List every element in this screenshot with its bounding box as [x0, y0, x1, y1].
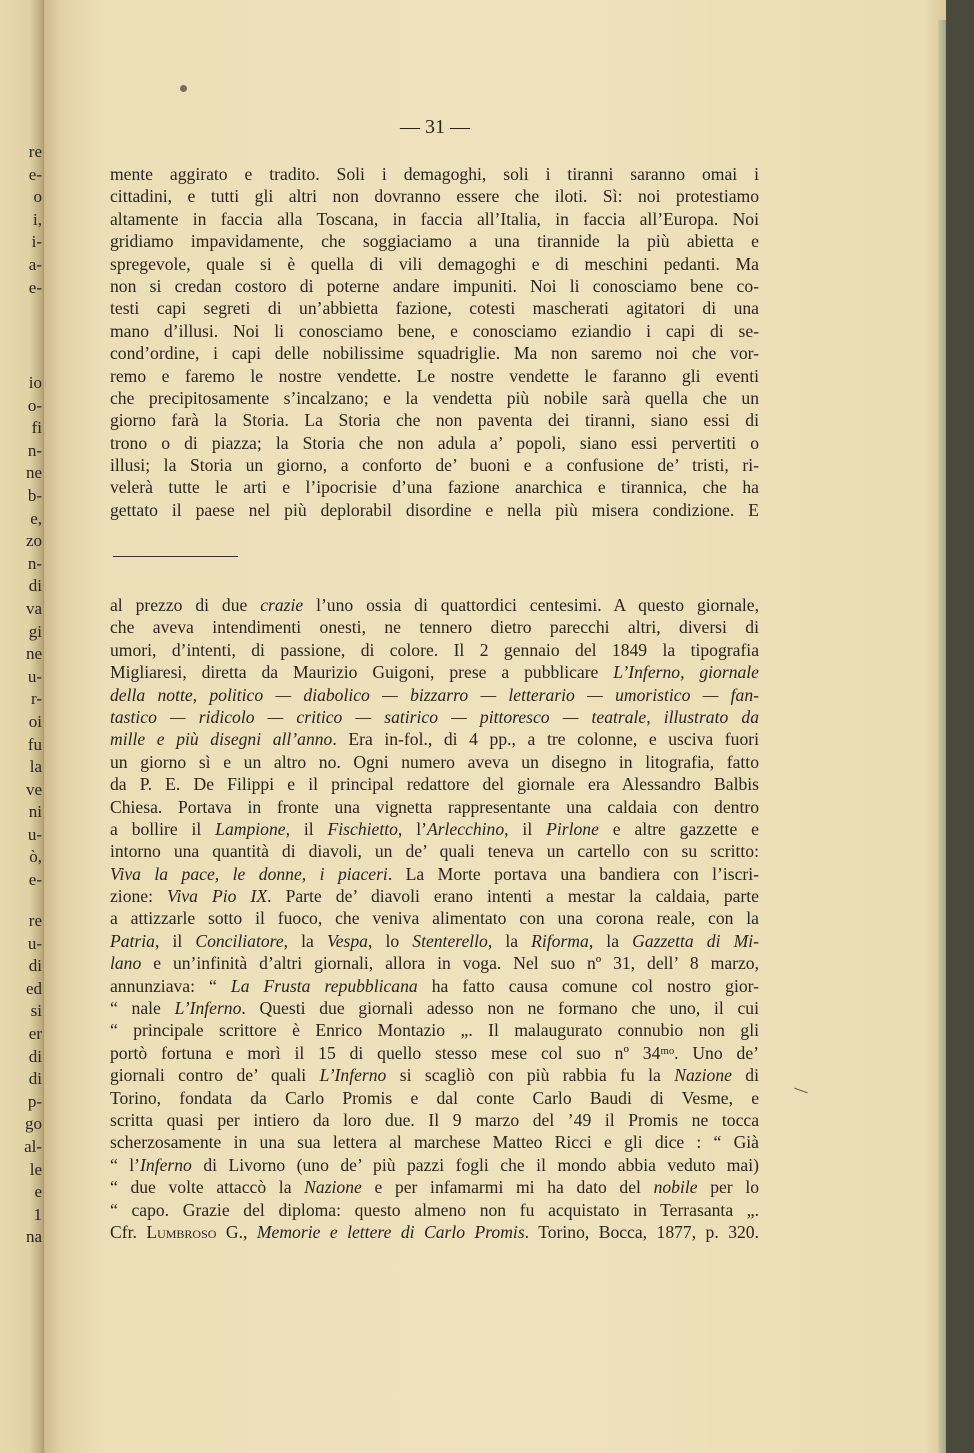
text-line — [110, 616, 759, 638]
text-segment: zione: — [110, 886, 168, 907]
text-segment: che aveva intendimenti onesti, ne tennero dietro parecchi altri, diversi di — [110, 617, 759, 638]
text-line — [110, 1109, 759, 1131]
text-line — [110, 1064, 759, 1086]
text-segment: , il — [285, 818, 328, 839]
text-line — [110, 297, 759, 319]
text-segment: “ nale — [110, 998, 175, 1019]
facing-page-line-fragment: 1 — [33, 1204, 42, 1224]
text-segment: ha fatto causa comune col nostro gior- — [417, 975, 760, 996]
facing-page-line-fragment: u- — [27, 824, 42, 844]
facing-page-line-fragment: ne — [25, 463, 42, 483]
text-line — [110, 1154, 759, 1176]
text-line — [110, 907, 759, 929]
italic-text-segment: crazie — [260, 595, 304, 615]
facing-page-fragments-a — [0, 141, 44, 299]
text-segment: giornali contro de’ quali — [110, 1065, 320, 1086]
text-line — [110, 840, 759, 862]
facing-page-line-fragment: n- — [27, 553, 42, 573]
page-edge — [938, 20, 946, 1453]
facing-page-line-fragment: b- — [27, 485, 42, 505]
facing-page-line-fragment: u- — [27, 666, 42, 686]
text-segment: da P. E. De Filippi e il principal redattore del giornale era Alessandro Balbis — [110, 774, 759, 795]
text-segment: portò fortuna e morì il 15 di quello stesso mese col suo nº 34ᵐᵒ. Uno de’ — [110, 1042, 759, 1063]
facing-page-line-fragment: re — [28, 911, 42, 930]
text-line — [110, 751, 759, 773]
text-segment: e altre gazzette e — [598, 818, 759, 839]
text-line — [110, 997, 759, 1019]
text-line — [110, 253, 759, 275]
facing-page-line-fragment: di — [28, 956, 42, 976]
facing-page-line-fragment: o — [33, 187, 42, 207]
italic-text-segment: Memorie e lettere di Carlo Promis — [256, 1221, 525, 1242]
italic-text-segment: Fischietto — [327, 818, 398, 839]
scan-background — [946, 0, 974, 1453]
text-segment: , l’ — [397, 818, 427, 839]
text-line — [110, 1019, 759, 1041]
text-line — [110, 661, 759, 683]
facing-page-line-fragment: fi — [31, 418, 42, 438]
text-line — [110, 594, 759, 616]
text-segment: a attizzarle sotto il fuoco, che veniva alimentato con una corona reale, con la — [110, 908, 759, 929]
italic-text-segment: Viva Pio IX — [167, 886, 268, 907]
footnote-separator-rule — [113, 556, 238, 557]
facing-page-line-fragment: u- — [27, 933, 42, 953]
text-line — [110, 975, 759, 997]
text-segment: gettato il paese nel più deplorabil disordine e nella più misera condizione. E — [110, 499, 759, 520]
text-segment: spregevole, quale si è quella di vili demagoghi e di meschini pedanti. Ma — [110, 253, 759, 274]
text-line — [110, 639, 759, 661]
italic-text-segment: Gazzetta di Mi- — [632, 930, 759, 951]
italic-text-segment: Stenterello — [412, 930, 488, 951]
italic-text-segment: L’Inferno, giornale — [613, 662, 759, 683]
italic-text-segment: Pirlone — [546, 818, 599, 839]
main-text-paragraph — [110, 163, 759, 521]
text-segment: mente aggirato e tradito. Soli i demagoghi, soli i tiranni saranno omai i — [110, 164, 759, 184]
text-segment: non si credan costoro di poterne andare impuniti. Noi li conosciamo bene co- — [110, 275, 759, 296]
text-segment: , la — [487, 930, 532, 951]
facing-page-line-fragment: le — [29, 1159, 42, 1179]
text-segment: umori, d’intenti, di passione, di colore. Il 2 gennaio del 1849 la tipografia — [110, 639, 759, 660]
italic-text-segment: Nazione — [674, 1065, 732, 1086]
facing-page-fragments-b — [0, 372, 44, 892]
text-segment: si scagliò con più rabbia fu la — [386, 1065, 675, 1086]
text-segment: illusi; la Storia un giorno, a conforto de’ buoni e a confusione de’ tristi, ri- — [110, 455, 759, 476]
text-line — [110, 728, 759, 750]
italic-text-segment: della notte, politico — diabolico — bizzarro — letterario — umoristico — fan- — [110, 684, 759, 705]
facing-page-line-fragment: di — [28, 1046, 42, 1066]
text-segment: . Parte de’ diavoli erano intenti a mestar la caldaia, parte — [267, 886, 759, 907]
facing-page-line-fragment: al- — [24, 1136, 42, 1156]
italic-text-segment: Conciliatore — [195, 930, 284, 951]
text-segment: annunziava: “ — [110, 975, 231, 996]
text-segment: , il — [154, 930, 196, 951]
facing-page-fragments-c — [0, 910, 44, 1249]
facing-page-line-fragment: zo — [25, 531, 42, 551]
text-line — [110, 1131, 759, 1153]
text-segment: remo e faremo le nostre vendette. Le nostre vendette le faranno gli eventi — [110, 365, 759, 386]
italic-text-segment: La Frusta repubblicana — [230, 975, 418, 996]
facing-page-line-fragment: e- — [28, 164, 42, 184]
text-segment: “ principale scrittore è Enrico Montazio „. Il malaugurato connubio non gli — [110, 1020, 759, 1041]
facing-page-line-fragment: e, — [30, 508, 42, 528]
text-line — [110, 230, 759, 252]
italic-text-segment: L’Inferno — [319, 1065, 387, 1086]
facing-page-line-fragment: ne — [25, 644, 42, 664]
text-segment: intorno una quantità di diavoli, un de’ quali teneva un cartello con su scritto: — [110, 841, 759, 862]
text-line — [110, 342, 759, 364]
text-segment: , la — [588, 930, 633, 951]
text-line — [110, 1176, 759, 1198]
text-segment: “ due volte attaccò la — [110, 1177, 305, 1198]
text-segment: , il — [504, 818, 547, 839]
text-line — [110, 365, 759, 387]
facing-page-line-fragment: r- — [31, 689, 42, 709]
text-segment: Lumbroso — [146, 1221, 217, 1242]
facing-page-line-fragment: p- — [27, 1091, 42, 1111]
text-segment: di — [731, 1065, 759, 1086]
text-segment: a bollire il — [110, 818, 216, 839]
text-line — [110, 773, 759, 795]
facing-page-line-fragment: re — [28, 142, 42, 161]
ink-spot — [180, 85, 187, 92]
text-segment: giorno farà la Storia. La Storia che non paventa dei tiranni, siano essi di — [110, 410, 759, 431]
text-segment: “ capo. Grazie del diploma: questo almeno non fu acquistato in Terrasanta „. — [110, 1199, 759, 1220]
facing-page-line-fragment: er — [28, 1023, 42, 1043]
italic-text-segment: nobile — [653, 1177, 698, 1198]
text-line — [110, 208, 759, 230]
text-segment: . Torino, Bocca, 1877, p. 320. — [524, 1221, 759, 1242]
italic-text-segment: lano — [110, 953, 142, 974]
text-segment: . Questi due giornali adesso non ne formano che uno, il cui — [241, 998, 759, 1019]
text-line — [110, 1042, 759, 1064]
facing-page-line-fragment: gi — [28, 621, 42, 641]
italic-text-segment: mille e più disegni all’anno — [110, 729, 333, 750]
text-segment: e per infamarmi mi ha dato del — [361, 1177, 654, 1198]
text-segment: scritta quasi per intiero da loro due. Il 9 marzo del ’49 il Promis ne tocca — [110, 1109, 759, 1130]
text-segment: . Era in-fol., di 4 pp., a tre colonne, e usciva fuori — [332, 729, 759, 750]
facing-page-line-fragment: o- — [27, 395, 42, 415]
text-line — [110, 432, 759, 454]
text-segment: . La Morte portava una bandiera con l’iscri- — [387, 863, 760, 884]
facing-page-line-fragment: e- — [28, 277, 42, 297]
text-line — [110, 796, 759, 818]
text-segment: altamente in faccia alla Toscana, in faccia all’Italia, in faccia all’Europa. Noi — [110, 208, 759, 229]
text-line — [110, 952, 759, 974]
facing-page-line-fragment: ni — [28, 802, 42, 822]
text-line — [110, 863, 759, 885]
facing-page-line-fragment: va — [25, 598, 42, 618]
facing-page-line-fragment: ve — [25, 779, 42, 799]
text-segment: G., — [216, 1221, 257, 1242]
text-line — [110, 1221, 759, 1243]
text-segment: un giorno sì e un altro no. Ogni numero aveva un disegno in litografia, fatto — [110, 751, 759, 772]
facing-page-edge — [0, 0, 48, 1453]
text-line — [110, 185, 759, 207]
text-line — [110, 163, 759, 185]
text-segment: velerà tutte le arti e l’ipocrisie d’una fazione anarchica e tirannica, che ha — [110, 477, 759, 498]
text-line — [110, 1199, 759, 1221]
text-segment: “ l’ — [110, 1154, 141, 1175]
text-segment: scherzosamente in una sua lettera al marchese Matteo Ricci e gli dice : “ Già — [110, 1132, 759, 1153]
facing-page-line-fragment: e — [34, 1182, 42, 1202]
italic-text-segment: Lampione — [215, 818, 286, 839]
facing-page-line-fragment: i, — [33, 209, 42, 229]
text-line — [110, 684, 759, 706]
text-segment: Chiesa. Portava in fronte una vignetta rappresentante una caldaia con dentro — [110, 796, 759, 817]
text-line — [110, 454, 759, 476]
text-segment: al prezzo di due — [110, 595, 261, 615]
text-segment: Migliaresi, diretta da Maurizio Guigoni, prese a pubblicare — [110, 662, 614, 683]
facing-page-line-fragment: ò, — [29, 847, 42, 867]
text-segment: , lo — [367, 930, 413, 951]
facing-page-line-fragment: ed — [25, 978, 42, 998]
text-segment: di Livorno (uno de’ più pazzi fogli che il mondo abbia veduto mai) — [191, 1154, 759, 1175]
facing-page-line-fragment: na — [25, 1227, 42, 1247]
text-segment: cond’ordine, i capi delle nobilissime squadriglie. Ma non saremo noi che vor- — [110, 343, 759, 364]
text-line — [110, 320, 759, 342]
facing-page-line-fragment: la — [29, 757, 42, 777]
text-segment: Cfr. — [110, 1221, 147, 1242]
text-line — [110, 930, 759, 952]
facing-page-line-fragment: e- — [28, 870, 42, 890]
text-segment: trono o di piazza; la Storia che non adula a’ popoli, siano essi pervertiti o — [110, 432, 759, 453]
facing-page-line-fragment: si — [30, 1001, 42, 1021]
facing-page-line-fragment: go — [25, 1114, 42, 1134]
text-line — [110, 499, 759, 521]
text-line — [110, 1087, 759, 1109]
italic-text-segment: Arlecchino — [426, 818, 505, 839]
text-line — [110, 818, 759, 840]
facing-page-line-fragment: a- — [28, 254, 42, 274]
text-line — [110, 706, 759, 728]
facing-page-line-fragment: n- — [27, 440, 42, 460]
text-segment: che precipitosamente s’incalzano; e la vendetta più nobile sarà quella che un — [110, 387, 759, 408]
text-segment: , la — [283, 930, 327, 951]
facing-page-line-fragment: io — [28, 373, 42, 392]
text-segment: Torino, fondata da Carlo Promis e dal conte Carlo Baudi di Vesme, e — [110, 1087, 759, 1108]
text-segment: mano d’illusi. Noi li conosciamo bene, e conosciamo eziandio i capi di se- — [110, 320, 759, 341]
text-line — [110, 387, 759, 409]
facing-page-line-fragment: fu — [27, 734, 42, 754]
text-segment: per lo — [697, 1177, 759, 1198]
italic-text-segment: Inferno — [140, 1154, 192, 1175]
text-segment: gridiamo impavidamente, che soggiaciamo a una tirannide la più abietta e — [110, 231, 759, 252]
page-number: — 31 — — [400, 116, 470, 138]
italic-text-segment: tastico — ridicolo — critico — satirico — pittoresco — teatrale, illustrato da — [110, 706, 759, 727]
italic-text-segment: Riforma — [531, 930, 589, 951]
italic-text-segment: Patria — [110, 930, 155, 951]
text-line — [110, 409, 759, 431]
italic-text-segment: Nazione — [304, 1177, 362, 1198]
footnote-text — [110, 594, 759, 1243]
italic-text-segment: L’Inferno — [174, 998, 242, 1019]
facing-page-line-fragment: oi — [28, 711, 42, 731]
text-segment: e un’infinità d’altri giornali, allora in voga. Nel suo nº 31, dell’ 8 marzo, — [141, 953, 759, 974]
facing-page-line-fragment: di — [28, 576, 42, 596]
text-segment: cittadini, e tutti gli altri non dovranno essere che iloti. Sì: noi protestiamo — [110, 186, 759, 207]
facing-page-line-fragment: di — [28, 1069, 42, 1089]
text-line — [110, 275, 759, 297]
text-line — [110, 476, 759, 498]
italic-text-segment: Vespa — [326, 930, 368, 951]
text-segment: testi capi segreti di un’abbietta fazione, cotesti mascherati agitatori di una — [110, 298, 759, 319]
facing-page-line-fragment: i- — [31, 232, 42, 252]
text-line — [110, 885, 759, 907]
italic-text-segment: Viva la pace, le donne, i piaceri — [110, 863, 388, 884]
text-segment: l’uno ossia di quattordici centesimi. A questo giornale, — [303, 595, 759, 615]
